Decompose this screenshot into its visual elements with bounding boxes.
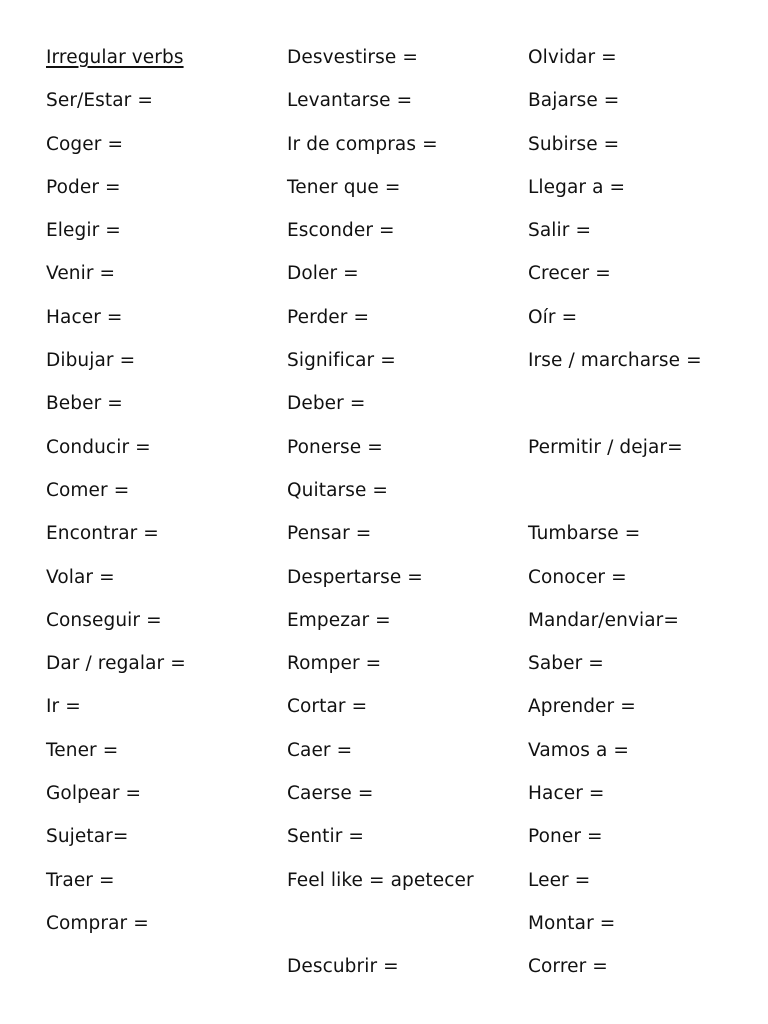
verb-item: Bajarse = bbox=[528, 90, 620, 112]
verb-item: Leer = bbox=[528, 869, 591, 891]
verb-item: Comer = bbox=[46, 479, 130, 501]
verb-item: Olvidar = bbox=[528, 47, 617, 68]
verb-item: Crecer = bbox=[528, 263, 611, 285]
verb-item: Dibujar = bbox=[46, 350, 136, 372]
verb-item: Volar = bbox=[46, 566, 115, 588]
verb-item: Vamos a = bbox=[528, 739, 630, 761]
verb-item: Esconder = bbox=[287, 220, 395, 242]
verb-item: Deber = bbox=[287, 393, 366, 415]
verb-item: Tener = bbox=[46, 739, 119, 761]
verb-item: Empezar = bbox=[287, 609, 391, 631]
verb-item: Traer = bbox=[46, 869, 115, 891]
verb-item: Saber = bbox=[528, 653, 604, 675]
verb-item: Sentir = bbox=[287, 826, 365, 848]
verb-item: Tumbarse = bbox=[528, 523, 641, 545]
verb-item: Caer = bbox=[287, 739, 353, 761]
heading-irregular-verbs: Irregular verbs bbox=[46, 47, 184, 68]
verb-item: Cortar = bbox=[287, 696, 368, 718]
verb-item: Descubrir = bbox=[287, 956, 399, 978]
verb-item: Ponerse = bbox=[287, 436, 383, 458]
verb-item: Desvestirse = bbox=[287, 47, 418, 68]
verb-item: Romper = bbox=[287, 653, 382, 675]
blank-row bbox=[528, 386, 763, 429]
verb-item: Conducir = bbox=[46, 436, 151, 458]
verb-item: Ir = bbox=[46, 696, 81, 718]
verb-item: Ser/Estar = bbox=[46, 90, 153, 112]
verb-item: Quitarse = bbox=[287, 479, 389, 501]
verb-item: Irse / marcharse = bbox=[528, 350, 702, 372]
verb-item: Dar / regalar = bbox=[46, 653, 186, 675]
verb-item: Mandar/enviar= bbox=[528, 609, 679, 631]
verb-item: Aprender = bbox=[528, 696, 636, 718]
verb-item: Beber = bbox=[46, 393, 123, 415]
verb-item: Perder = bbox=[287, 306, 370, 328]
verb-item: Caerse = bbox=[287, 783, 374, 805]
verb-item: Permitir / dejar= bbox=[528, 436, 683, 458]
verb-item: Sujetar= bbox=[46, 826, 129, 848]
verb-item: Salir = bbox=[528, 220, 592, 242]
verb-item: Montar = bbox=[528, 912, 616, 934]
verb-item: Poner = bbox=[528, 826, 603, 848]
verb-item: Hacer = bbox=[46, 306, 123, 328]
verb-column-3 bbox=[528, 40, 763, 993]
verb-item: Feel like = apetecer bbox=[287, 869, 474, 891]
verb-item: Oír = bbox=[528, 306, 578, 328]
verb-item: Comprar = bbox=[46, 912, 149, 934]
verb-item: Hacer = bbox=[528, 783, 605, 805]
verb-item: Levantarse = bbox=[287, 90, 413, 112]
verb-item: Significar = bbox=[287, 350, 396, 372]
verb-item: Poder = bbox=[46, 176, 121, 198]
verb-item: Correr = bbox=[528, 956, 608, 978]
verb-item: Conocer = bbox=[528, 566, 627, 588]
verb-column-2 bbox=[287, 40, 527, 993]
verb-item: Elegir = bbox=[46, 220, 121, 242]
verb-column-1 bbox=[46, 40, 286, 949]
verb-item: Pensar = bbox=[287, 523, 372, 545]
verb-item: Encontrar = bbox=[46, 523, 159, 545]
verb-item: Venir = bbox=[46, 263, 116, 285]
verb-item: Conseguir = bbox=[46, 609, 162, 631]
verb-item: Coger = bbox=[46, 133, 124, 155]
verb-item: Llegar a = bbox=[528, 176, 626, 198]
verb-item: Despertarse = bbox=[287, 566, 423, 588]
blank-row bbox=[287, 906, 527, 949]
verb-item: Subirse = bbox=[528, 133, 620, 155]
verb-item: Ir de compras = bbox=[287, 133, 438, 155]
verb-item: Golpear = bbox=[46, 783, 142, 805]
blank-row bbox=[528, 473, 763, 516]
verb-item: Doler = bbox=[287, 263, 359, 285]
verb-item: Tener que = bbox=[287, 176, 401, 198]
